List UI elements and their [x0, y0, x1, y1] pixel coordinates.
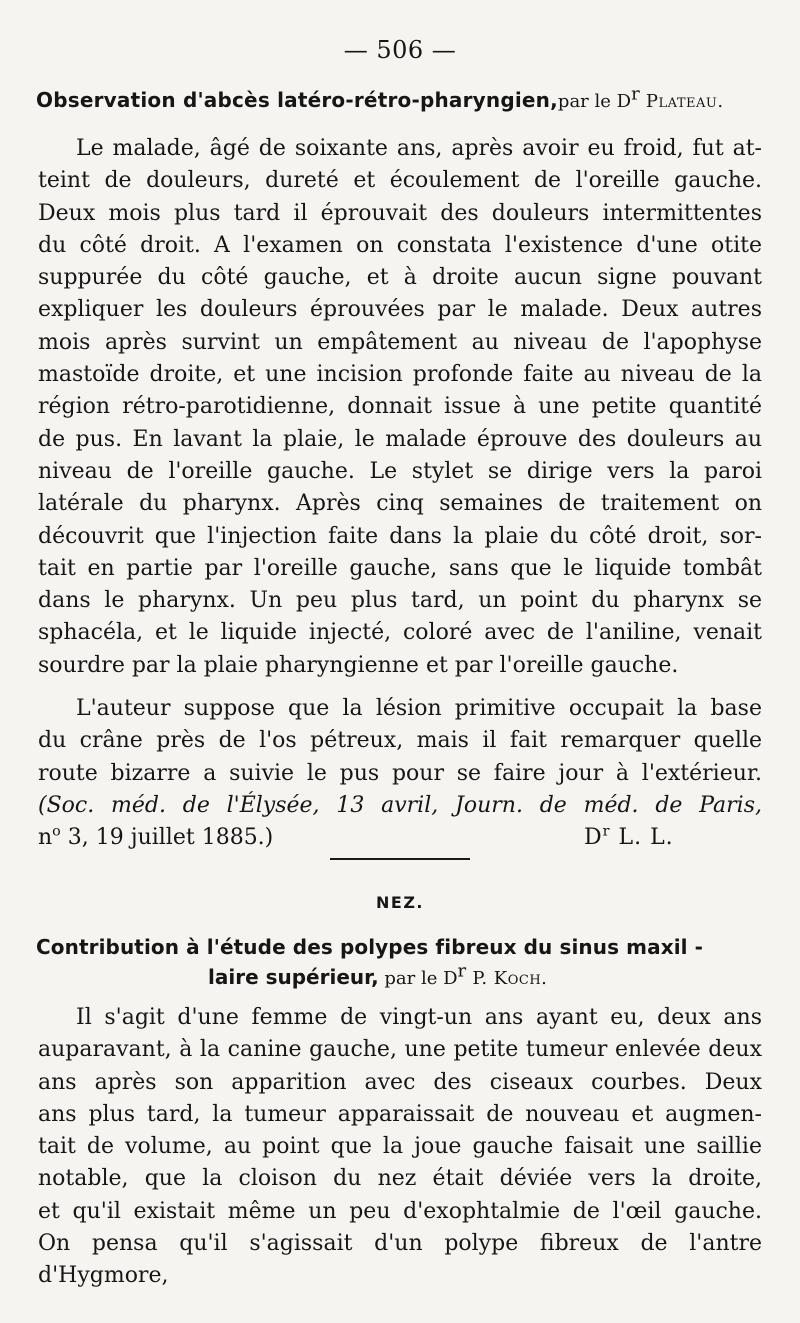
paragraph-case [38, 1002, 762, 1293]
article-title-text: Observation d'abcès latéro-rétro-pharyngien, [36, 88, 558, 112]
text-line: route bizarre a suivie le pus pour se faire jour à l'extérieur. [38, 760, 762, 786]
text-line: sourdre par la plaie pharyngienne et par l'oreille gauche. [38, 652, 679, 678]
text-line: mastoïde droite, et une incision profonde faite au niveau de la [38, 362, 762, 388]
text-line: notable, que la cloison du nez était déviée vers la droite, [38, 1166, 762, 1192]
text-line: L'auteur suppose que la lésion primitive occupait la base [76, 696, 762, 721]
text-line: découvrit que l'injection faite dans la plaie du côté droit, sor- [38, 523, 762, 549]
article-author-2: P. Koch. [466, 968, 548, 989]
text-line: mois après survint un empâtement au niveau de l'apophyse [38, 329, 762, 355]
text-line: Le malade, âgé de soixante ans, après avoir eu froid, fut at- [76, 136, 762, 161]
text-line: Il s'agit d'une femme de vingt-un ans ayant eu, deux ans [76, 1005, 762, 1030]
article-title [36, 83, 766, 112]
text-line: niveau de l'oreille gauche. Le stylet se dirige vers la paroi [38, 458, 762, 484]
text-line: ans après son apparition avec des ciseaux courbes. Deux [38, 1069, 762, 1095]
text-line: et qu'il existait même un peu d'exophtalmie de l'œil gauche. [38, 1198, 762, 1224]
text-line: auparavant, à la canine gauche, une petite tumeur enlevée deux [38, 1037, 762, 1063]
text-line: de pus. En lavant la plaie, le malade éprouve des douleurs au [38, 426, 762, 452]
text-line: teint de douleurs, dureté et écoulement de l'oreille gauche. [38, 168, 762, 194]
text-line: tait de volume, au point que la joue gauche faisait une saillie [38, 1134, 762, 1160]
article-title-2-line2: laire supérieur, par le Dr P. Koch. [208, 960, 548, 989]
article-title-par: par le D [557, 91, 632, 112]
text-line: tait en partie par l'oreille gauche, sans que le liquide tombât [38, 555, 762, 581]
section-divider [330, 858, 470, 860]
paragraph-observation [38, 133, 762, 682]
citation-line: (Soc. méd. de l'Élysée, 13 avril, Journ. de méd. de Paris, [38, 792, 762, 818]
article-author: Plateau. [639, 91, 724, 112]
text-line: du crâne près de l'os pétreux, mais il fait remarquer quelle [38, 728, 762, 754]
text-line: dans le pharynx. Un peu plus tard, un point du pharynx se [38, 588, 762, 614]
article-title-sup: r [631, 83, 640, 105]
text-line: du côté droit. A l'examen on constata l'existence d'une otite [38, 232, 762, 258]
citation-date: $n^o$ 3, 19 juillet 1885.) [38, 823, 274, 850]
text-line: On pensa qu'il s'agissait d'un polype fibreux de l'antre [38, 1231, 762, 1257]
signature: $D^r$ L. L. [584, 823, 674, 850]
article-title-2 [36, 932, 766, 994]
article-title-2-line1: Contribution à l'étude des polypes fibreux du sinus maxil - [36, 935, 704, 959]
text-line: latérale du pharynx. Après cinq semaines de traitement on [38, 491, 762, 517]
text-line: région rétro-parotidienne, donnait issue à une petite quantité [38, 394, 762, 420]
text-line: ans plus tard, la tumeur apparaissait de nouveau et augmen- [38, 1101, 762, 1127]
page-number: — 506 — [343, 36, 457, 64]
text-line: expliquer les douleurs éprouvées par le malade. Deux autres [38, 297, 762, 323]
text-line: sphacéla, et le liquide injecté, coloré avec de l'aniline, venait [38, 620, 762, 646]
paragraph-author-note [38, 693, 762, 822]
text-line: Deux mois plus tard il éprouvait des douleurs intermittentes [38, 200, 762, 226]
section-heading: NEZ. [376, 893, 424, 912]
text-line: d'Hygmore, [38, 1263, 169, 1289]
text-line: suppurée du côté gauche, et à droite aucun signe pouvant [38, 265, 762, 291]
